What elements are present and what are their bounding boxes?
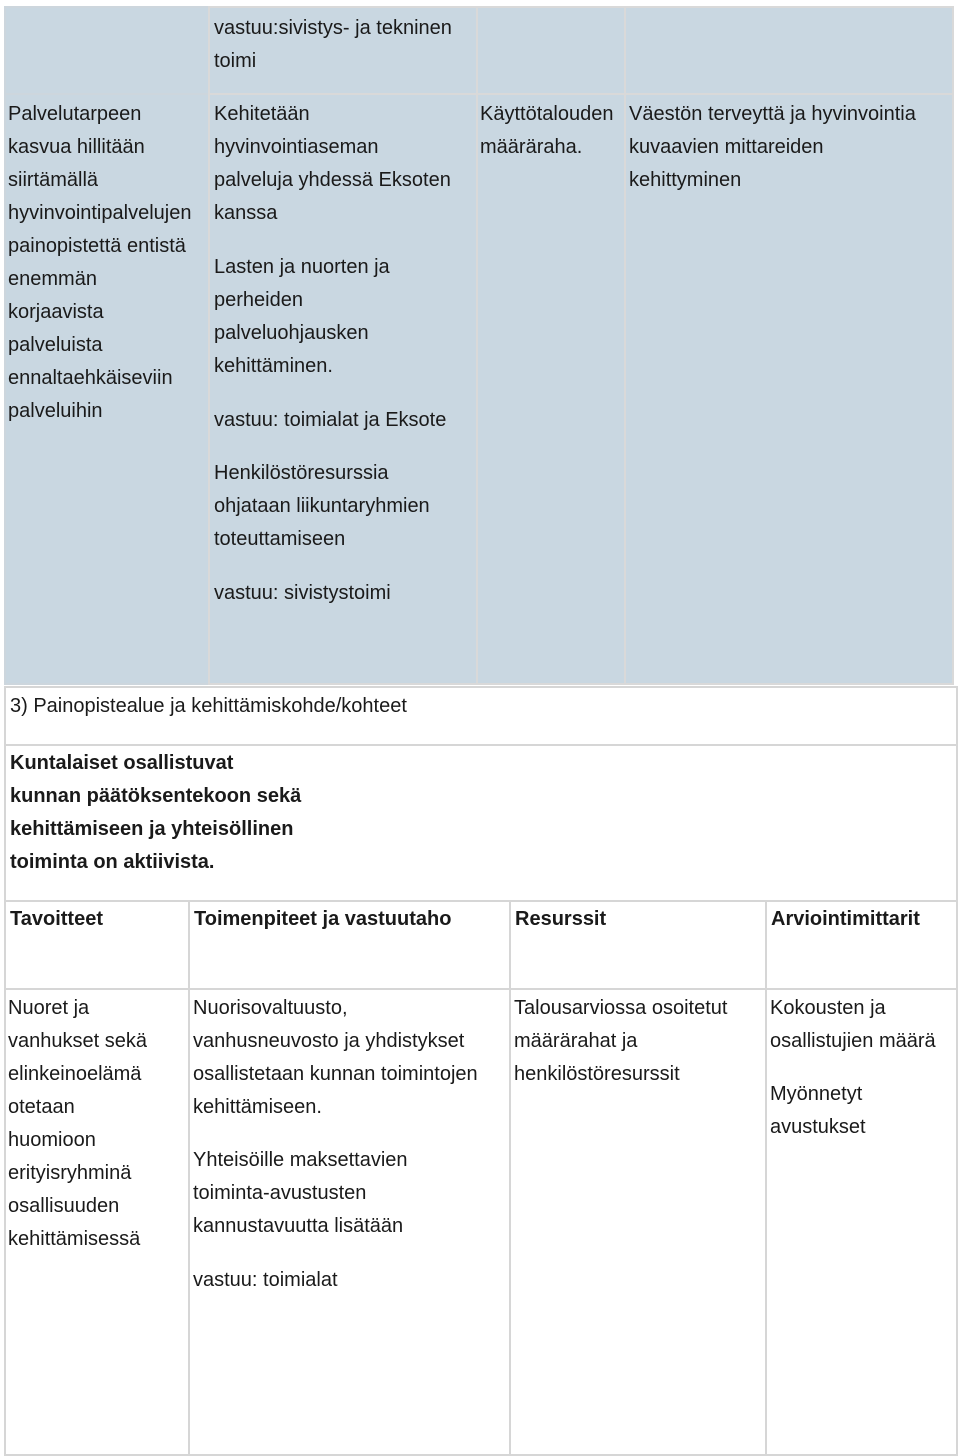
cell-block2: [770, 1078, 954, 1144]
text-line: huomioon: [8, 1129, 96, 1151]
text-line: palveluista: [8, 334, 103, 356]
text-line: kehittämisessä: [8, 1228, 141, 1250]
text-line: Talousarviossa osoitetut: [514, 997, 728, 1019]
text-line: ennaltaehkäiseviin: [8, 367, 173, 389]
text-line: kanssa: [214, 202, 278, 224]
text-line: kannustavuutta lisätään: [193, 1215, 404, 1237]
header-arviointimittarit: [765, 900, 958, 990]
text-line: Väestön terveyttä ja hyvinvointia: [629, 103, 916, 125]
text-line: vastuu: toimialat ja Eksote: [214, 409, 447, 431]
t1-r1-c1-text: [6, 98, 208, 428]
row-arviointimittarit: [765, 988, 958, 1456]
focus-area-cell: [4, 744, 958, 902]
text-line: vastuu: toimialat: [193, 1269, 338, 1291]
text-line: painopistettä entistä: [8, 235, 186, 257]
text-line: avustukset: [770, 1116, 866, 1138]
t1-r1-c1: [4, 93, 210, 685]
row-tavoitteet: [4, 988, 190, 1456]
text-line: Kuntalaiset osallistuvat: [10, 752, 234, 774]
text-line: ohjataan liikuntaryhmien: [214, 495, 430, 517]
header-resurssit: [509, 900, 767, 990]
text-line: kehittämiseen.: [193, 1096, 322, 1118]
cell-text: [514, 992, 763, 1091]
text-line: kehittämiseen ja yhteisöllinen: [10, 818, 294, 840]
text-line: siirtämällä: [8, 169, 99, 191]
row-toimenpiteet: [188, 988, 511, 1456]
text-line: Nuorisovaltuusto,: [193, 997, 348, 1019]
t1-r0-c1: [4, 6, 210, 95]
text-line: määrärahat ja: [514, 1030, 638, 1052]
t1-r1-c2-block5: [210, 577, 476, 610]
text-line: toimi: [214, 50, 257, 72]
header-label: Tavoitteet: [10, 908, 103, 930]
text-line: enemmän: [8, 268, 97, 290]
focus-area-text: [10, 747, 952, 879]
text-line: henkilöstöresurssit: [514, 1063, 680, 1085]
text-line: toiminta on aktiivista.: [10, 851, 215, 873]
t1-r1-c2-block4: [210, 457, 476, 556]
text-line: kasvua hillitään: [8, 136, 145, 158]
text-line: kuvaavien mittareiden: [629, 136, 824, 158]
t1-r1-c3: [476, 93, 626, 685]
t1-r1-c3-text: [478, 98, 624, 164]
text-line: Lasten ja nuorten ja: [214, 256, 390, 278]
row-resurssit: [509, 988, 767, 1456]
cell-block1: [193, 992, 507, 1124]
text-line: toiminta-avustusten: [193, 1182, 367, 1204]
text-line: määräraha.: [480, 136, 583, 158]
header-tavoitteet: [4, 900, 190, 990]
text-line: vanhusneuvosto ja yhdistykset: [193, 1030, 465, 1052]
header-label: Arviointimittarit: [771, 908, 920, 930]
text-line: Käyttötalouden: [480, 103, 614, 125]
text-line: hyvinvointipalvelujen: [8, 202, 192, 224]
text-line: Myönnetyt: [770, 1083, 863, 1105]
text-line: Yhteisöille maksettavien: [193, 1149, 408, 1171]
t1-r1-c2-block3: [210, 404, 476, 437]
text-line: erityisryhminä: [8, 1162, 132, 1184]
text-line: vastuu: sivistystoimi: [214, 582, 391, 604]
text-line: Palvelutarpeen: [8, 103, 142, 125]
text-line: perheiden: [214, 289, 303, 311]
text-line: Henkilöstöresurssia: [214, 462, 389, 484]
text-line: elinkeinoelämä: [8, 1063, 142, 1085]
t1-r0-c4: [624, 6, 954, 95]
section-heading: 3) Painopistealue ja kehittämiskohde/kohteet: [10, 695, 407, 717]
text-line: palveluihin: [8, 400, 103, 422]
t1-r1-c4-text: [626, 98, 952, 197]
text-line: kehittyminen: [629, 169, 742, 191]
text-line: otetaan: [8, 1096, 75, 1118]
text-line: vanhukset sekä: [8, 1030, 147, 1052]
text-line: Nuoret ja: [8, 997, 90, 1019]
t1-r1-c4: [624, 93, 954, 685]
text-line: hyvinvointiaseman: [214, 136, 379, 158]
t1-r0-c2: [208, 6, 478, 95]
text-line: palveluja yhdessä Eksoten: [214, 169, 451, 191]
cell-block2: [193, 1144, 507, 1243]
text-line: palveluohjausken: [214, 322, 369, 344]
text-line: osallistujien määrä: [770, 1030, 936, 1052]
text-line: kehittäminen.: [214, 355, 333, 377]
cell-block1: [770, 992, 954, 1058]
text-line: korjaavista: [8, 301, 104, 323]
cell-text: [8, 992, 186, 1256]
t1-r1-c2-block2: [210, 251, 476, 383]
section-heading-cell: [4, 686, 958, 746]
cell-block3: [193, 1264, 507, 1297]
header-toimenpiteet: [188, 900, 511, 990]
text-line: Kokousten ja: [770, 997, 886, 1019]
text-line: kunnan päätöksentekoon sekä: [10, 785, 302, 807]
header-label: Toimenpiteet ja vastuutaho: [194, 908, 452, 930]
t1-r0-c2-text: [210, 12, 476, 78]
text-line: osallisuuden: [8, 1195, 120, 1217]
text-line: toteuttamiseen: [214, 528, 346, 550]
t1-r1-c2-block1: [210, 98, 476, 230]
header-label: Resurssit: [515, 908, 607, 930]
t1-r0-c3: [476, 6, 626, 95]
text-line: vastuu:sivistys- ja tekninen: [214, 17, 452, 39]
text-line: osallistetaan kunnan toimintojen: [193, 1063, 478, 1085]
t1-r1-c2: [208, 93, 478, 685]
text-line: Kehitetään: [214, 103, 310, 125]
